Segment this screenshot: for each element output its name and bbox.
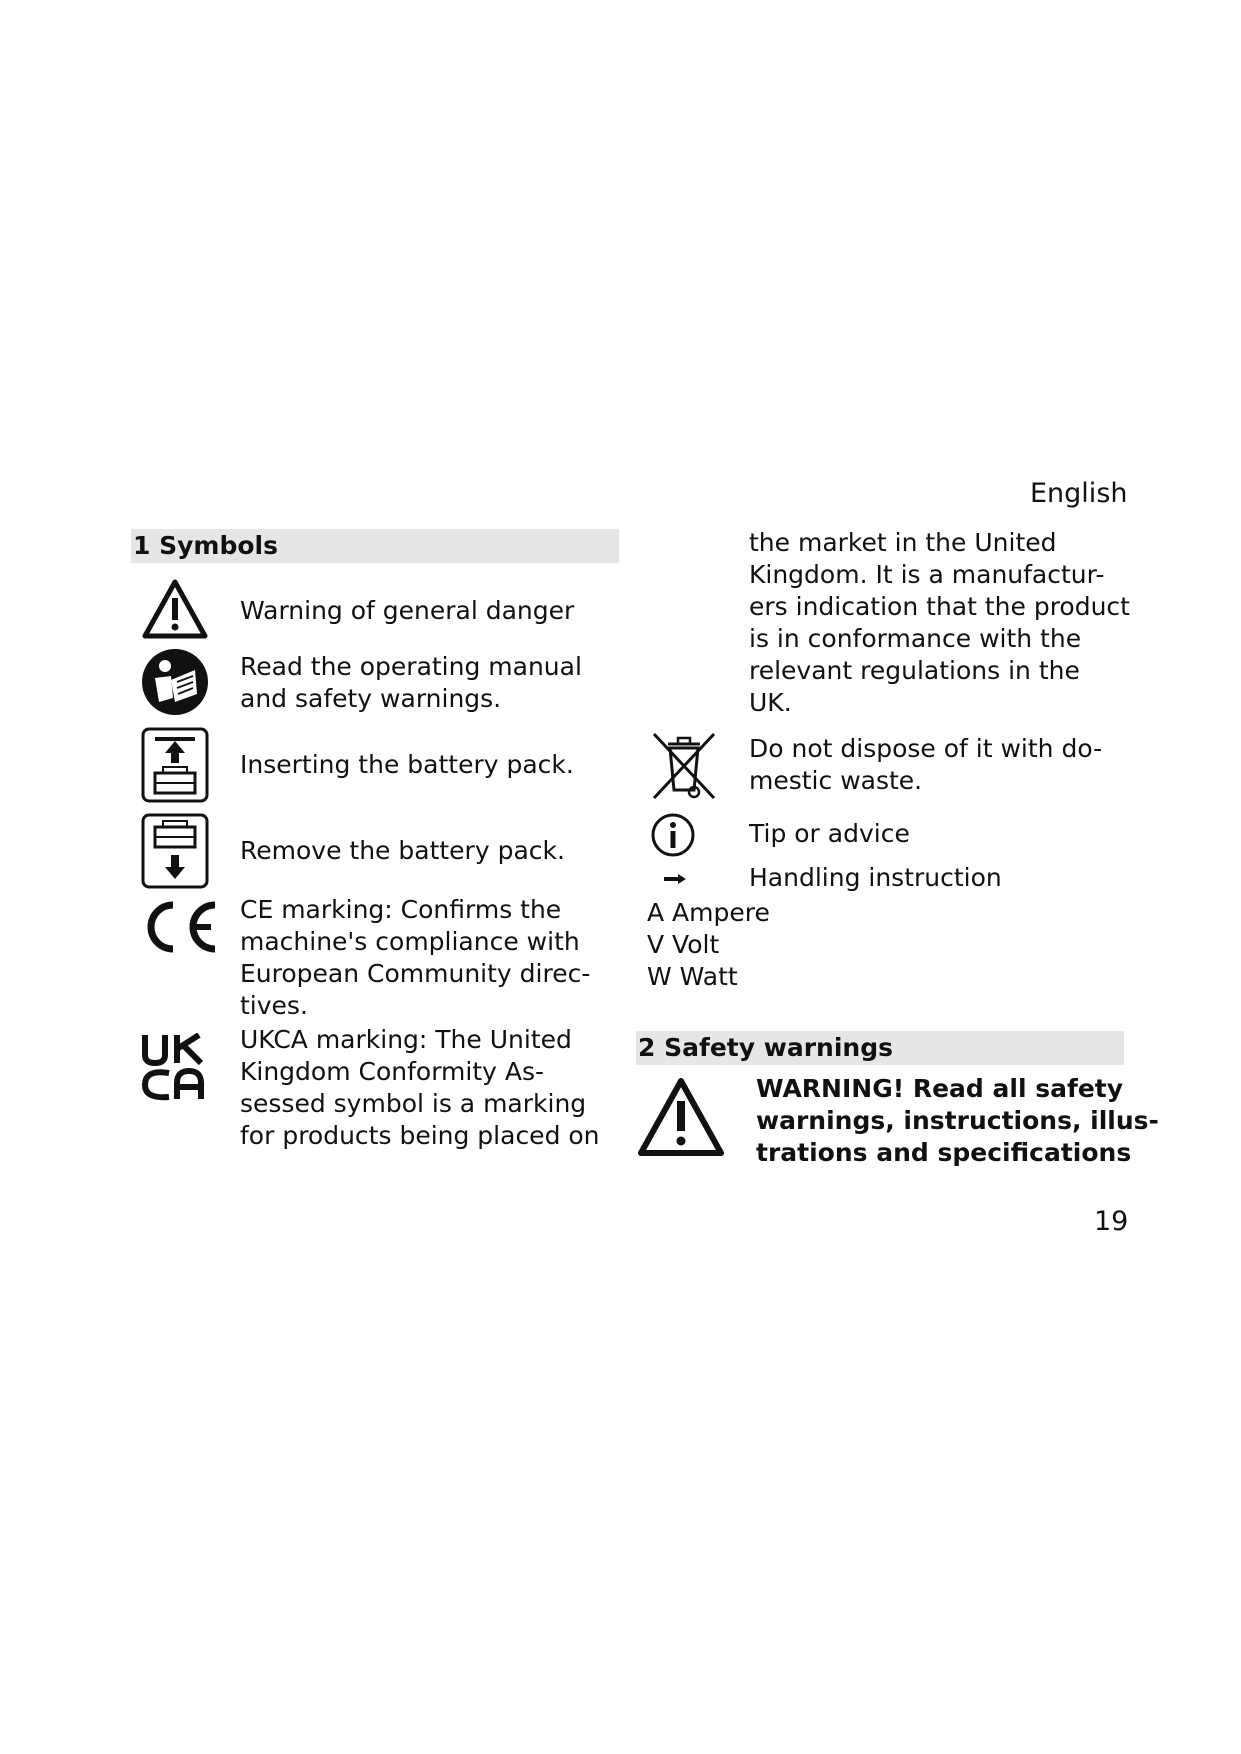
- symbol-text-line: Inserting the battery pack.: [240, 750, 574, 779]
- unit-item: W Watt: [647, 962, 738, 991]
- symbol-text: [240, 651, 582, 715]
- symbol-text-line: tives.: [240, 991, 308, 1020]
- section-heading-safety-warnings: 2 Safety warnings: [636, 1031, 1124, 1065]
- read-manual-icon: [141, 648, 209, 716]
- unit-item: A Ampere: [647, 898, 770, 927]
- ukca-mark-icon: [141, 1033, 211, 1101]
- symbol-text-line: Remove the battery pack.: [240, 836, 565, 865]
- symbol-text: [240, 1024, 600, 1152]
- symbol-text-line: European Community direc-: [240, 959, 591, 988]
- unit-item: V Volt: [647, 930, 720, 959]
- symbol-text-line: Kingdom Conformity As-: [240, 1057, 545, 1086]
- symbol-text-line: Warning of general danger: [240, 596, 575, 625]
- symbol-text-line: Tip or advice: [749, 819, 910, 848]
- symbol-text-line: and safety warnings.: [240, 684, 502, 713]
- symbol-text: [749, 818, 910, 850]
- arrow-icon: [664, 874, 686, 884]
- symbol-text: [240, 595, 574, 627]
- text-line: UK.: [749, 688, 792, 717]
- symbol-text: [240, 749, 574, 781]
- symbol-text-line: UKCA marking: The United: [240, 1025, 572, 1054]
- warning-triangle-icon: [637, 1077, 725, 1157]
- warning-line: trations and specifications: [756, 1138, 1132, 1167]
- text-line: Kingdom. It is a manufactur-: [749, 560, 1105, 589]
- language-label: English: [1030, 478, 1128, 509]
- continued-text: [749, 527, 1130, 719]
- page-number: 19: [1094, 1206, 1129, 1237]
- symbol-text-line: Read the operating manual: [240, 652, 582, 681]
- symbol-text-line: CE marking: Confirms the: [240, 895, 562, 924]
- battery-insert-icon: [141, 727, 209, 803]
- info-icon: [650, 812, 696, 858]
- ce-mark-icon: [141, 899, 221, 955]
- section-heading-symbols: 1 Symbols: [131, 529, 619, 563]
- symbol-text-line: Handling instruction: [749, 863, 1002, 892]
- text-line: the market in the United: [749, 528, 1057, 557]
- battery-remove-icon: [141, 813, 209, 889]
- symbol-text: [749, 733, 1102, 797]
- symbol-text-line: Do not dispose of it with do-: [749, 734, 1103, 763]
- warning-triangle-icon: [141, 578, 209, 640]
- safety-warning-text: [756, 1073, 1159, 1169]
- symbol-text-line: for products being placed on: [240, 1121, 600, 1150]
- text-line: ers indication that the product: [749, 592, 1130, 621]
- symbol-text: [240, 894, 590, 1022]
- text-line: relevant regulations in the: [749, 656, 1080, 685]
- warning-line: WARNING! Read all safety: [756, 1074, 1124, 1103]
- warning-line: warnings, instructions, illus-: [756, 1106, 1159, 1135]
- symbol-text: [749, 862, 1002, 894]
- crossed-bin-icon: [650, 730, 718, 802]
- symbol-text-line: mestic waste.: [749, 766, 923, 795]
- text-line: is in conformance with the: [749, 624, 1082, 653]
- symbol-text-line: machine's compliance with: [240, 927, 580, 956]
- symbol-text: [240, 835, 565, 867]
- units-list: [647, 897, 770, 993]
- symbol-text-line: sessed symbol is a marking: [240, 1089, 587, 1118]
